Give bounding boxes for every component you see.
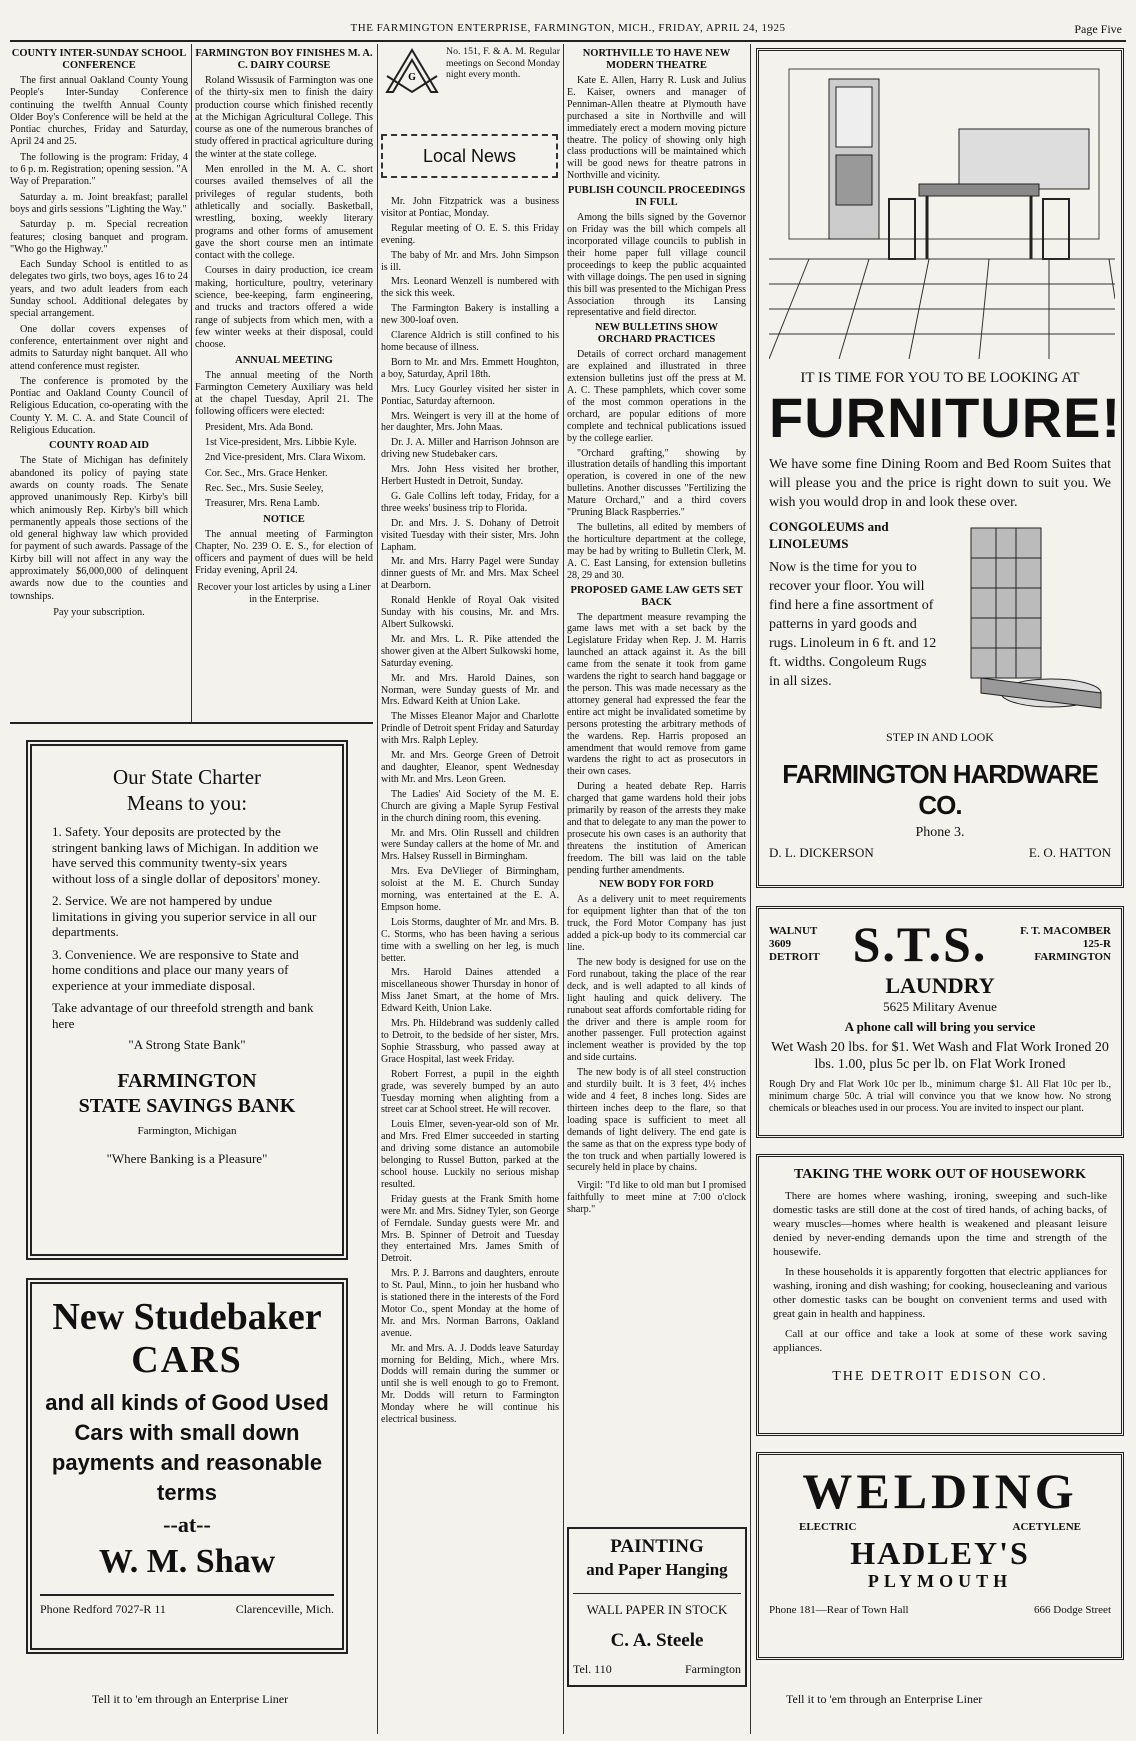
paragraph: The department measure revamping the game laws met with a set back by the Legislature Friday when Rep. J. M. Harris launched an attack against it. As the bill came from the senate it took from game wardens the right to search hand baggage or the person. This was made necessary as the attorney general had expressed the fear the entire act might be invalidated sometime by persons protesting the arbitrary methods of the wardens. Rep. Harris proposed an amendment that would remove from game wardens the right to act as prosecutors in their own cases.	[567, 611, 746, 778]
news-item: Robert Forrest, a pupil in the eighth grade, was severely bumped by an auto Tuesday morning when alighting from a street car at School street. He will recover.	[381, 1068, 559, 1116]
headline-dairy-course: FARMINGTON BOY FINISHES M. A. C. DAIRY COURSE	[195, 48, 373, 71]
headline-council: PUBLISH COUNCIL PROCEEDINGS IN FULL	[567, 185, 746, 209]
headline-road-aid: COUNTY ROAD AID	[49, 440, 149, 452]
paragraph: Kate E. Allen, Harry R. Lusk and Julius E. Kaiser, owners and manager of Penniman-Allen theatre at Plymouth have purchased a site in Northville and will immediately erect a modern moving picture theatre. The policy of showing only high class productions will be maintained which will be good news for theatre patrons in Northville and vicinity.	[567, 75, 746, 182]
headline-ford-body: NEW BODY FOR FORD	[599, 879, 714, 891]
welding-phone: Phone 181—Rear of Town Hall	[769, 1604, 909, 1616]
paragraph: The annual meeting of Farmington Chapter, No. 239 O. E. S., for election of officers and payment of dues will be held Friday evening, April 24.	[195, 528, 373, 577]
paragraph: Details of correct orchard management are explained and illustrated in three extension bulletins just off the press at M. A. C. These pamphlets, which cover some of the most common operations in the orchard, are popular editions of more complete and technical publications issued by the college earlier.	[567, 349, 746, 444]
masthead	[10, 18, 1126, 42]
headline-county-conference: COUNTY INTER-SUNDAY SCHOOL CONFERENCE	[11, 48, 187, 71]
steele-footer	[573, 1662, 741, 1677]
sts-address: 5625 Military Avenue	[883, 999, 997, 1014]
paragraph: 1st Vice-president, Mrs. Libbie Kyle.	[205, 437, 357, 449]
shaw-title-cars: CARS	[131, 1339, 243, 1381]
paragraph: The annual meeting of the North Farmington Cemetery Auxiliary was held at the chapel Tuesday, April 21. The following officers were elected:	[195, 369, 373, 418]
welding-footer	[769, 1604, 1111, 1616]
square-compass-icon	[381, 46, 443, 98]
column-rule	[377, 44, 378, 1734]
furniture-phone: Phone 3.	[915, 825, 965, 840]
sts-call: A phone call will bring you service	[844, 1019, 1036, 1034]
bank-invite: Take advantage of our threefold strength and bank here	[52, 1000, 314, 1031]
paragraph: The conference is promoted by the Pontiac and Oakland County Council of Religious Education, co-operating with the County Y. M. C. A. and State Council of Religious Education.	[10, 375, 188, 437]
column-1	[10, 46, 188, 718]
news-item: Louis Elmer, seven-year-old son of Mr. and Mrs. Fred Elmer succeeded in starting and driving some distance an automobile belonging to Russel Button, parked at the school house. Luckily no serious mishap resulted.	[381, 1119, 559, 1190]
column-4	[567, 46, 746, 1526]
shaw-body: and all kinds of Good Used Cars with small down payments and reasonable terms	[45, 1390, 329, 1505]
masonic-emblem	[381, 46, 443, 98]
welding-town: PLYMOUTH	[867, 1571, 1013, 1591]
news-item: The Farmington Bakery is installing a new 300-loaf oven.	[381, 303, 559, 327]
masonic-notice: No. 151, F. & A. M. Regular meetings on Second Monday night every month.	[446, 46, 560, 80]
shaw-name: W. M. Shaw	[98, 1543, 276, 1580]
shaw-footer	[40, 1594, 334, 1617]
paragraph: The following is the program: Friday, 4 to 6 p. m. Registration; opening session. "A Way of Preparation."	[10, 151, 188, 188]
sts-right-line: F. T. MACOMBER	[1020, 924, 1111, 937]
furniture-lead: IT IS TIME FOR YOU TO BE LOOKING AT	[800, 370, 1080, 386]
paragraph: 2nd Vice-president, Mrs. Clara Wixom.	[205, 452, 366, 464]
svg-text:G: G	[408, 72, 416, 83]
sts-left-phone	[769, 925, 820, 964]
paragraph: "Orchard grafting," showing by illustration details of handling this important operation, is covered in one of the new bulletins. Another discusses "Fertilizing the Mature Orchard," and a third covers "Pruning Black Raspberries."	[567, 447, 746, 519]
bank-item: 3. Convenience. We are responsive to State and home conditions and place our many years of experience at your immediate disposal.	[52, 946, 299, 993]
furniture-ad	[756, 48, 1124, 888]
paragraph: Men enrolled in the M. A. C. short courses availed themselves of all the privileges of regular students, both athletically and socially. Basketball, wrestling, boxing, weekly literary programs and other forms of amusement gave the short course men an intimate contact with the college.	[195, 164, 373, 262]
page-number: Page Five	[1074, 22, 1122, 36]
bank-subtitle: Means to you:	[126, 791, 248, 815]
news-item: Mr. and Mrs. George Green of Detroit and daughter, Eleanor, spent Wednesday with Mr. and Mrs. Leon Green.	[381, 750, 559, 785]
studebaker-ad	[26, 1278, 348, 1654]
masthead-title: THE FARMINGTON ENTERPRISE, FARMINGTON, MICH., FRIDAY, APRIL 24, 1925	[350, 22, 786, 34]
steele-town: Farmington	[685, 1662, 741, 1676]
paragraph: As a delivery unit to meet requirements for equipment lighter than that of the ton truck, the Ford Motor Company has just added a pick-up body to its commercial car line.	[567, 894, 746, 954]
shaw-town: Clarenceville, Mich.	[235, 1602, 334, 1616]
welding-ad	[756, 1452, 1124, 1660]
welding-type: ELECTRIC	[799, 1521, 857, 1533]
welding-types	[799, 1521, 1081, 1533]
sts-laundry: LAUNDRY	[885, 973, 995, 998]
shaw-title: New Studebaker	[52, 1296, 322, 1338]
dining-room-illustration	[769, 59, 1115, 359]
sts-rates: Wet Wash 20 lbs. for $1. Wet Wash and Flat Work Ironed 20 lbs. 1.00, plus 5c per lb. on Flat Work Ironed	[771, 1040, 1109, 1072]
bank-slogan: "A Strong State Bank"	[128, 1037, 246, 1052]
edison-company: THE DETROIT EDISON CO.	[832, 1369, 1048, 1384]
linoleum-body: Now is the time for you to recover your floor. You will find here a fine assortment of patterns in yard goods and rugs. Linoleum in 6 ft. and 12 ft. widths. Congoleum Rugs in all sizes.	[769, 560, 937, 689]
paragraph: President, Mrs. Ada Bond.	[205, 421, 314, 433]
news-item: Friday guests at the Frank Smith home were Mr. and Mrs. Sidney Tyler, son George of Ferndale. Sunday guests were Mr. and Mrs. B. Spinner of Detroit and Tuesday they entertained Mrs. James Smith of Detroit.	[381, 1193, 559, 1265]
bank-motto: "Where Banking is a Pleasure"	[106, 1151, 268, 1166]
furniture-step: STEP IN AND LOOK	[886, 730, 994, 744]
news-item: Mrs. Eva DeVlieger of Birmingham, soloist at the M. E. Church Sunday morning, was entertained at the E. A. Empson home.	[381, 866, 559, 913]
paragraph: The State of Michigan has definitely abandoned its policy of paying state awards on county roads. The Senate approved unanimously Rep. Kirby's bill which animously Rep. Kirby's bill which permanently appeals those sections of the old general highway law which provided for payment of such awards. Passage of the Kirby bill will not affect in any way the approximately $6,000,000 of delinquent awards now due to the counties and townships.	[10, 455, 188, 602]
news-item: Clarence Aldrich is still confined to his home because of illness.	[381, 330, 559, 353]
news-item: Born to Mr. and Mrs. Emmett Houghton, a boy, Saturday, April 18th.	[381, 356, 559, 380]
owner-name: D. L. DICKERSON	[769, 845, 874, 860]
headline-theatre: NORTHVILLE TO HAVE NEW MODERN THEATRE	[582, 48, 731, 71]
paragraph: The new body is designed for use on the Ford runabout, taking the place of the rear deck, and is well adapted to all kinds of light hauling and quick delivery. The runabout seat affords comfortable riding for the driver and there is ample room for another passenger. Full protection against inclement weather is provided by the top and side curtains.	[567, 957, 746, 1064]
furniture-owners	[769, 845, 1111, 861]
paragraph: Cor. Sec., Mrs. Grace Henker.	[205, 467, 328, 479]
paragraph: Rec. Sec., Mrs. Susie Seeley,	[205, 482, 324, 494]
sts-right-line: 125-R	[1082, 937, 1111, 950]
steele-line1: PAINTING	[610, 1536, 704, 1557]
steele-ad	[567, 1527, 747, 1687]
sts-header	[769, 917, 1111, 971]
column-rule	[563, 44, 564, 1734]
furniture-headline: FURNITURE!	[769, 386, 1122, 449]
edison-title: TAKING THE WORK OUT OF HOUSEWORK	[793, 1167, 1087, 1182]
paragraph: During a heated debate Rep. Harris charged that game wardens hold their jobs primarily by reason of the arrests they make and that to delegate to any man the power to prosecute his own cases is an authority that threatens the institution of American freedom. The bill was laid on the table pending further amendments.	[567, 781, 746, 876]
paragraph: Saturday a. m. Joint breakfast; parallel boys and girls sessions "Lighting the Way."	[10, 191, 188, 215]
quip: Virgil: "I'd like to old man but I promised faithfully to meet mine at 7:00 o'clock sharp."	[567, 1180, 746, 1216]
column-2	[195, 46, 373, 718]
news-item: Mrs. Ph. Hildebrand was suddenly called to Detroit, to the bedside of her sister, Mrs. Sophie Strassburg, who passed away at Grace Hospital, last week Friday.	[381, 1018, 559, 1065]
column-3-local-news	[381, 196, 559, 1692]
welding-street: 666 Dodge Street	[1034, 1604, 1111, 1616]
bank-item: 1. Safety. Your deposits are protected by the stringent banking laws of Michigan. In addition we have served this community twenty-six years without loss of a single dollar of depositors' money.	[52, 824, 321, 886]
local-news-heading: Local News	[381, 134, 558, 178]
bank-name: STATE SAVINGS BANK	[78, 1095, 296, 1117]
bank-title: Our State Charter	[112, 765, 262, 789]
headline-bulletins: NEW BULLETINS SHOW ORCHARD PRACTICES	[595, 322, 718, 346]
paragraph: The bulletins, all edited by members of the horticulture department at the college, may be had by writing to Bulletin Clerk, M. A. C. East Lansing, for extension bulletins 28, 29 and 30.	[567, 522, 746, 581]
linoleum-heading: CONGOLEUMS and LINOLEUMS	[769, 519, 889, 551]
news-item: Mr. and Mrs. L. R. Pike attended the shower given at the Albert Sulkowski home, Saturday evening.	[381, 633, 559, 669]
paragraph: Among the bills signed by the Governor on Friday was the bill which compels all incorporated village councils to publish in their home paper full village council proceedings to keep the public acquainted with village doings. The pen used in signing this bill was presented to the Michigan Press Association through its Lansing representative and field director.	[567, 212, 746, 319]
steele-tel: Tel. 110	[573, 1662, 612, 1676]
news-item: Mrs. Leonard Wenzell is numbered with the sick this week.	[381, 276, 559, 300]
liner-note: Recover your lost articles by using a Liner in the Enterprise.	[197, 581, 371, 605]
news-item: Mr. and Mrs. Harold Daines, son Norman, were Sunday guests of Mr. and Mrs. Edward Keith at Union Lake.	[381, 672, 559, 708]
welding-name: HADLEY'S	[850, 1535, 1030, 1571]
news-item: The Ladies' Aid Society of the M. E. Church are giving a Maple Syrup Festival in the church dining room, this evening.	[381, 788, 559, 824]
liner-left: Tell it to 'em through an Enterprise Liner	[91, 1692, 289, 1706]
owner-name: E. O. HATTON	[1028, 845, 1111, 860]
steele-name: C. A. Steele	[610, 1630, 704, 1651]
paragraph: Roland Wissusik of Farmington was one of the thirty-six men to finish the dairy production course which finished recently at the Michigan Agricultural College. This course as one of the numerous branches of study offered in practical agriculture during the winter at the state college.	[195, 75, 373, 160]
linoleum-section	[769, 518, 1111, 728]
sts-logo: S.T.S.	[852, 916, 988, 972]
sts-right-line: FARMINGTON	[1034, 950, 1111, 963]
paragraph: The new body is of all steel construction and sturdily built. It is 3 feet, 4½ inches wide and 4 feet, 8 inches long. Sides are thirteen inches deep to the flare, so that loading space is sufficient to meet all demands of light delivery. The end gate is the same as that on the express type body of the ton truck and when partially lowered is securely held in place by chains.	[567, 1067, 746, 1174]
news-item: Mr. John Fitzpatrick was a business visitor at Pontiac, Monday.	[381, 196, 559, 219]
news-item: Mr. and Mrs. A. J. Dodds leave Saturday morning for Belding, Mich., where Mrs. Dodds will remain during the summer or until she is well enough to go to Fremont. Mr. Dodds will return to Farmington Monday where he will continue his electrical business.	[381, 1342, 559, 1426]
headline-notice: NOTICE	[263, 513, 305, 525]
sts-right-phone	[1020, 925, 1111, 964]
news-item: Mrs. Lucy Gourley visited her sister in Pontiac, Saturday afternoon.	[381, 383, 559, 407]
edison-ad	[756, 1154, 1124, 1436]
shaw-at: --at--	[163, 1512, 211, 1537]
welding-type: ACETYLENE	[1012, 1521, 1081, 1533]
edison-paragraph: In these households it is apparently forgotten that electric appliances for washing, ironing and dish washing; for cooking, housecleaning and various other domestic tasks can be bought on convenient terms and used with great gain in health and happiness.	[773, 1266, 1107, 1320]
paragraph: The first annual Oakland County Young People's Inter-Sunday Conference continuing the twelfth Annual County Older Boy's Conference will be held at the Pontiac churches, Friday and Saturday, April 24 and 25.	[10, 75, 188, 148]
news-item: Mr. and Mrs. Olin Russell and children were Sunday callers at the home of Mr. and Mrs. Halsey Russell in Birmingham.	[381, 827, 559, 863]
bank-item: 2. Service. We are not hampered by undue limitations in giving you superior service in all our departments.	[52, 893, 317, 939]
news-item: Mrs. P. J. Barrons and daughters, enroute to St. Paul, Minn., to join her husband who is stationed there in the interests of the Ford Motor Co., spent Monday at the home of Mr. and Mrs. Norman Barrons, Oakland avenue.	[381, 1268, 559, 1339]
news-item: Ronald Henkle of Royal Oak visited Sunday with his cousins, Mr. and Mrs. Albert Sulkowski.	[381, 595, 559, 630]
linoleum-copy	[769, 518, 939, 691]
column-rule	[750, 44, 751, 1734]
news-item: The Misses Eleanor Major and Charlotte Prindle of Detroit spent Friday and Saturday with Mrs. Ralph Lepley.	[381, 711, 559, 747]
news-item: The baby of Mr. and Mrs. John Simpson is ill.	[381, 249, 559, 273]
headline-annual-meeting: ANNUAL MEETING	[235, 354, 333, 366]
bank-city: Farmington, Michigan	[137, 1125, 237, 1137]
bank-name: FARMINGTON	[117, 1070, 257, 1092]
sts-left-line: 3609	[769, 937, 791, 950]
linoleum-roll-illustration	[951, 518, 1111, 718]
news-item: Dr. and Mrs. J. S. Dohany of Detroit visited Tuesday with their sister, Mrs. John Lapham.	[381, 517, 559, 553]
furniture-store: FARMINGTON HARDWARE CO.	[782, 759, 1098, 820]
news-item: Mrs. Weingert is very ill at the home of her daughter, Mrs. John Maas.	[381, 410, 559, 434]
paragraph: Courses in dairy production, ice cream making, horticulture, poultry, veterinary science, bee-keeping, farm engineering, and trucks and tractors offered a wide range of subjects from which men, with a few winter weeks at their disposal, could choose.	[195, 265, 373, 351]
sts-left-line: DETROIT	[769, 950, 820, 963]
liner-right: Tell it to 'em through an Enterprise Liner	[786, 1692, 983, 1706]
sts-fine-print: Rough Dry and Flat Work 10c per lb., minimum charge $1. All Flat 10c per lb., minimum charge 50c. A trial will convince you that we know how. No strong chemicals or bleaches used in our process. You are invited to inspect our plant.	[769, 1079, 1111, 1114]
column-rule	[191, 44, 192, 722]
news-item: Regular meeting of O. E. S. this Friday evening.	[381, 222, 559, 246]
edison-paragraph: Call at our office and take a look at some of these work saving appliances.	[773, 1328, 1107, 1354]
headline-game-law: PROPOSED GAME LAW GETS SET BACK	[570, 584, 743, 608]
news-item: Mrs. Harold Daines attended a miscellaneous shower Thursday in honor of Miss Janet Smart, at the home of Mrs. Edward Keith, Union Lake.	[381, 967, 559, 1015]
steele-line3: WALL PAPER IN STOCK	[573, 1593, 741, 1618]
welding-title: WELDING	[802, 1463, 1078, 1519]
bank-ad	[26, 740, 348, 1260]
subscription-note: Pay your subscription.	[53, 606, 145, 618]
news-item: Lois Storms, daughter of Mr. and Mrs. B. C. Storms, who has been having a serious time with a swelling on her leg, is much better.	[381, 916, 559, 964]
paragraph: Each Sunday School is entitled to as delegates two girls, two boys, ages 16 to 24 years, and two adult leaders from each Sunday school. Additional delegates by special arrangement.	[10, 259, 188, 320]
steele-line2: and Paper Hanging	[586, 1560, 728, 1579]
news-item: G. Gale Collins left today, Friday, for a three weeks' business trip to Florida.	[381, 490, 559, 514]
news-item: Dr. J. A. Miller and Harrison Johnson are driving new Studebaker cars.	[381, 437, 559, 461]
sts-left-line: WALNUT	[769, 924, 818, 937]
edison-paragraph: There are homes where washing, ironing, sweeping and such-like domestic tasks are still done at the cost of tired hands, of aching backs, of weary muscles—homes where health is weakened and pleasant leisure denied by never-ending demands upon the time and strength of the housewife.	[773, 1190, 1107, 1258]
furniture-body: We have some fine Dining Room and Bed Room Suites that will please you and the price is right down to suit you. We wish you would drop in and look these over.	[769, 457, 1111, 510]
section-rule	[10, 722, 373, 724]
news-item: Mrs. John Hess visited her brother, Herbert Hustedt in Detroit, Sunday.	[381, 464, 559, 488]
news-item: Mr. and Mrs. Harry Pagel were Sunday dinner guests of Mr. and Mrs. Max Scheel at Dearborn.	[381, 556, 559, 592]
shaw-phone: Phone Redford 7027-R 11	[40, 1602, 166, 1616]
paragraph: Treasurer, Mrs. Rena Lamb.	[205, 498, 320, 510]
paragraph: One dollar covers expenses of conference, entertainment over night and admits to Saturday night banquet. All who attend conference must register.	[10, 323, 188, 372]
paragraph: Saturday p. m. Special recreation features; closing banquet and program. "Who go the Highway."	[10, 219, 188, 255]
sts-laundry-ad	[756, 906, 1124, 1138]
